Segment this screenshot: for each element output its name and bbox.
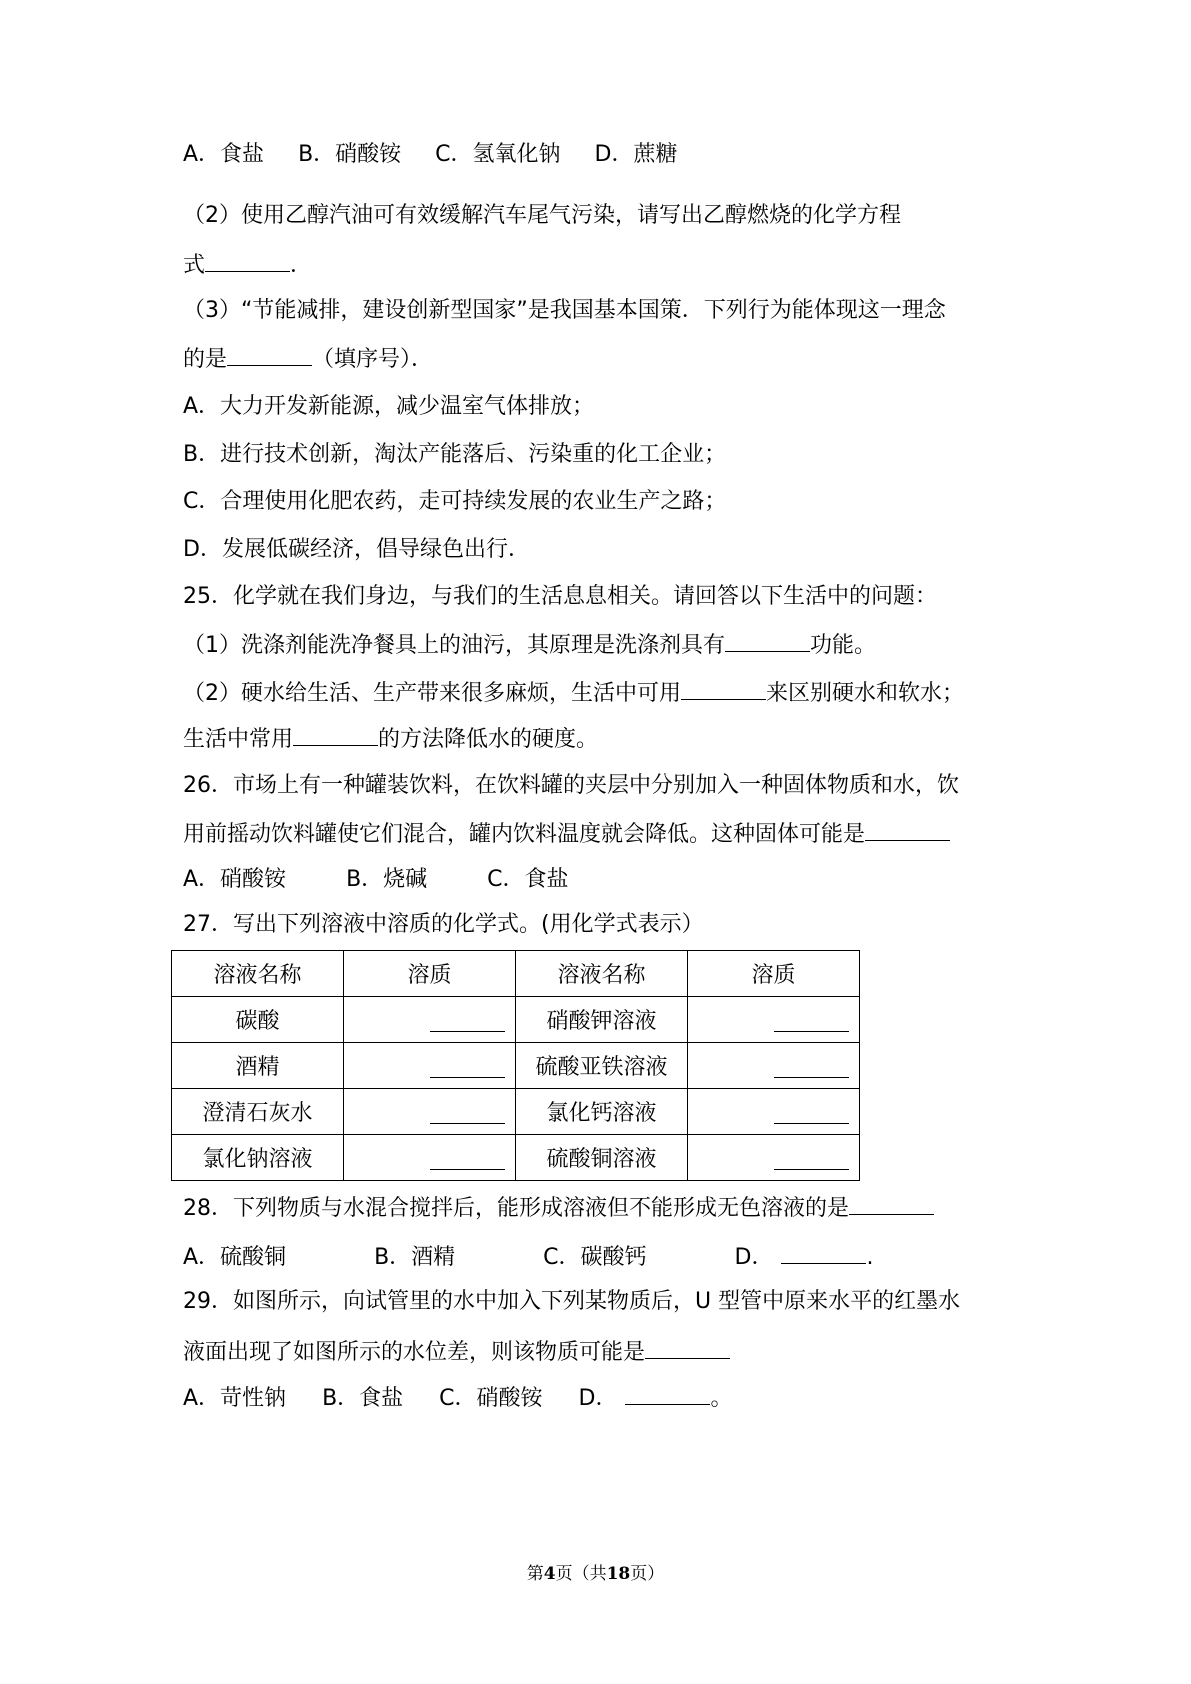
table-header-cell: 溶液名称 (516, 951, 688, 997)
solute-answer-cell (344, 997, 516, 1043)
q24-2-line1: （2）使用乙醇汽油可有效缓解汽车尾气污染，请写出乙醇燃烧的化学方程 (183, 203, 901, 228)
footer-text: 第 (526, 1564, 544, 1584)
q25-part1-suffix: 功能。 (810, 633, 877, 658)
table-row (172, 997, 860, 1043)
q26-option-c: C．食盐 (487, 867, 569, 892)
q24-2-suffix: ． (290, 253, 313, 278)
answer-blank[interactable] (774, 1101, 849, 1124)
answer-blank[interactable] (849, 1192, 934, 1215)
table-row (172, 1089, 860, 1135)
q29-option-d: D． (578, 1386, 618, 1411)
q26-line1: 26．市场上有一种罐装饮料，在饮料罐的夹层中分别加入一种固体物质和水，饮 (183, 773, 959, 798)
q24-3-suffix: （填序号）． (312, 347, 434, 372)
q29-option-b: B．食盐 (322, 1386, 404, 1411)
answer-blank[interactable] (430, 1055, 505, 1078)
q24-option-a: A．食盐 (183, 142, 265, 167)
solution-name-cell: 氯化钙溶液 (516, 1089, 688, 1135)
page-number: 4 (543, 1564, 556, 1584)
q27-stem: 27．写出下列溶液中溶质的化学式。(用化学式表示） (183, 912, 704, 937)
q29-option-c: C．硝酸铵 (439, 1386, 543, 1411)
q29-line1: 29．如图所示，向试管里的水中加入下列某物质后，U 型管中原来水平的红墨水 (183, 1289, 961, 1314)
answer-blank[interactable] (774, 1009, 849, 1032)
total-pages: 18 (606, 1564, 631, 1584)
answer-blank[interactable] (774, 1147, 849, 1170)
q24-2-line2 (183, 249, 312, 281)
q24-3-option-b: B．进行技术创新，淘汰产能落后、污染重的化工企业； (183, 442, 727, 467)
q29-options-row (183, 1382, 733, 1414)
solute-answer-cell (344, 1089, 516, 1135)
q24-options-row (183, 140, 677, 170)
answer-blank[interactable] (865, 818, 950, 841)
table-header-cell: 溶质 (344, 951, 516, 997)
table-header-row (172, 951, 860, 997)
solution-name-cell: 碳酸 (172, 997, 344, 1043)
q24-3-prefix: 的是 (183, 347, 228, 372)
solution-name-cell: 硝酸钾溶液 (516, 997, 688, 1043)
footer-text: 页（共 (555, 1564, 607, 1584)
solution-name-cell: 硫酸铜溶液 (516, 1135, 688, 1181)
table-row (172, 1043, 860, 1089)
q24-2-prefix: 式 (183, 253, 206, 278)
answer-blank[interactable] (293, 723, 378, 746)
q24-3-line1: （3）“节能减排，建设创新型国家”是我国基本国策．下列行为能体现这一理念 (183, 298, 946, 323)
solute-answer-cell (344, 1043, 516, 1089)
footer-text: 页） (630, 1564, 665, 1584)
q24-3-line2 (183, 343, 433, 375)
q26-option-a: A．硝酸铵 (183, 867, 287, 892)
q25-part2 (183, 677, 964, 709)
solute-answer-cell (688, 1135, 860, 1181)
solute-answer-cell (688, 1089, 860, 1135)
solute-table (171, 950, 860, 1181)
q26-line2 (183, 818, 950, 850)
q24-3-option-c: C．合理使用化肥农药，走可持续发展的农业生产之路； (183, 489, 727, 514)
q28-option-d: D． (734, 1245, 774, 1270)
solution-name-cell: 硫酸亚铁溶液 (516, 1043, 688, 1089)
q25-part1-text: （1）洗涤剂能洗净餐具上的油污，其原理是洗涤剂具有 (183, 633, 725, 658)
answer-blank[interactable] (430, 1147, 505, 1170)
q25-part2-text: （2）硬水给生活、生产带来很多麻烦，生活中可用 (183, 681, 681, 706)
table-row (172, 1135, 860, 1181)
solution-name-cell: 澄清石灰水 (172, 1089, 344, 1135)
q26-options-row (183, 865, 569, 895)
answer-blank[interactable] (625, 1382, 710, 1405)
solute-answer-cell (688, 1043, 860, 1089)
solute-answer-cell (688, 997, 860, 1043)
answer-blank[interactable] (227, 343, 312, 366)
solution-name-cell: 酒精 (172, 1043, 344, 1089)
answer-blank[interactable] (645, 1336, 730, 1359)
q28-stem (183, 1192, 934, 1224)
answer-blank[interactable] (205, 249, 290, 272)
q24-option-c: C．氢氧化钠 (435, 142, 561, 167)
q25-stem: 25．化学就在我们身边，与我们的生活息息相关。请回答以下生活中的问题： (183, 584, 937, 609)
q29-option-a: A．苛性钠 (183, 1386, 287, 1411)
q28-option-b: B．酒精 (374, 1245, 456, 1270)
answer-blank[interactable] (781, 1241, 866, 1264)
q25-part3-text: 生活中常用 (183, 727, 294, 752)
q24-option-b: B．硝酸铵 (298, 142, 402, 167)
q25-part3-suffix: 的方法降低水的硬度。 (378, 727, 599, 752)
answer-blank[interactable] (725, 629, 810, 652)
q28-stem-text: 28．下列物质与水混合搅拌后，能形成溶液但不能形成无色溶液的是 (183, 1196, 849, 1221)
answer-blank[interactable] (430, 1101, 505, 1124)
q26-line2-text: 用前摇动饮料罐使它们混合，罐内饮料温度就会降低。这种固体可能是 (183, 822, 866, 847)
q25-part3 (183, 723, 598, 755)
solute-answer-cell (344, 1135, 516, 1181)
q28-option-d-end: . (866, 1245, 874, 1270)
q25-part2-suffix: 来区别硬水和软水； (766, 681, 965, 706)
q29-line2 (183, 1336, 730, 1368)
q26-option-b: B．烧碱 (346, 867, 428, 892)
table-header-cell: 溶液名称 (172, 951, 344, 997)
solution-name-cell: 氯化钠溶液 (172, 1135, 344, 1181)
table-header-cell: 溶质 (688, 951, 860, 997)
q25-part1 (183, 629, 876, 661)
answer-blank[interactable] (681, 677, 766, 700)
q24-3-option-a: A．大力开发新能源，减少温室气体排放； (183, 394, 595, 419)
q24-3-option-d: D．发展低碳经济，倡导绿色出行． (183, 537, 530, 562)
q28-option-c: C．碳酸钙 (543, 1245, 647, 1270)
q29-line2-text: 液面出现了如图所示的水位差，则该物质可能是 (183, 1340, 646, 1365)
q28-option-a: A．硫酸铜 (183, 1245, 287, 1270)
q24-option-d: D．蔗糖 (594, 142, 678, 167)
q28-options-row (183, 1241, 873, 1273)
answer-blank[interactable] (430, 1009, 505, 1032)
q29-option-d-end: 。 (710, 1386, 733, 1411)
answer-blank[interactable] (774, 1055, 849, 1078)
page-footer (0, 1559, 1191, 1584)
